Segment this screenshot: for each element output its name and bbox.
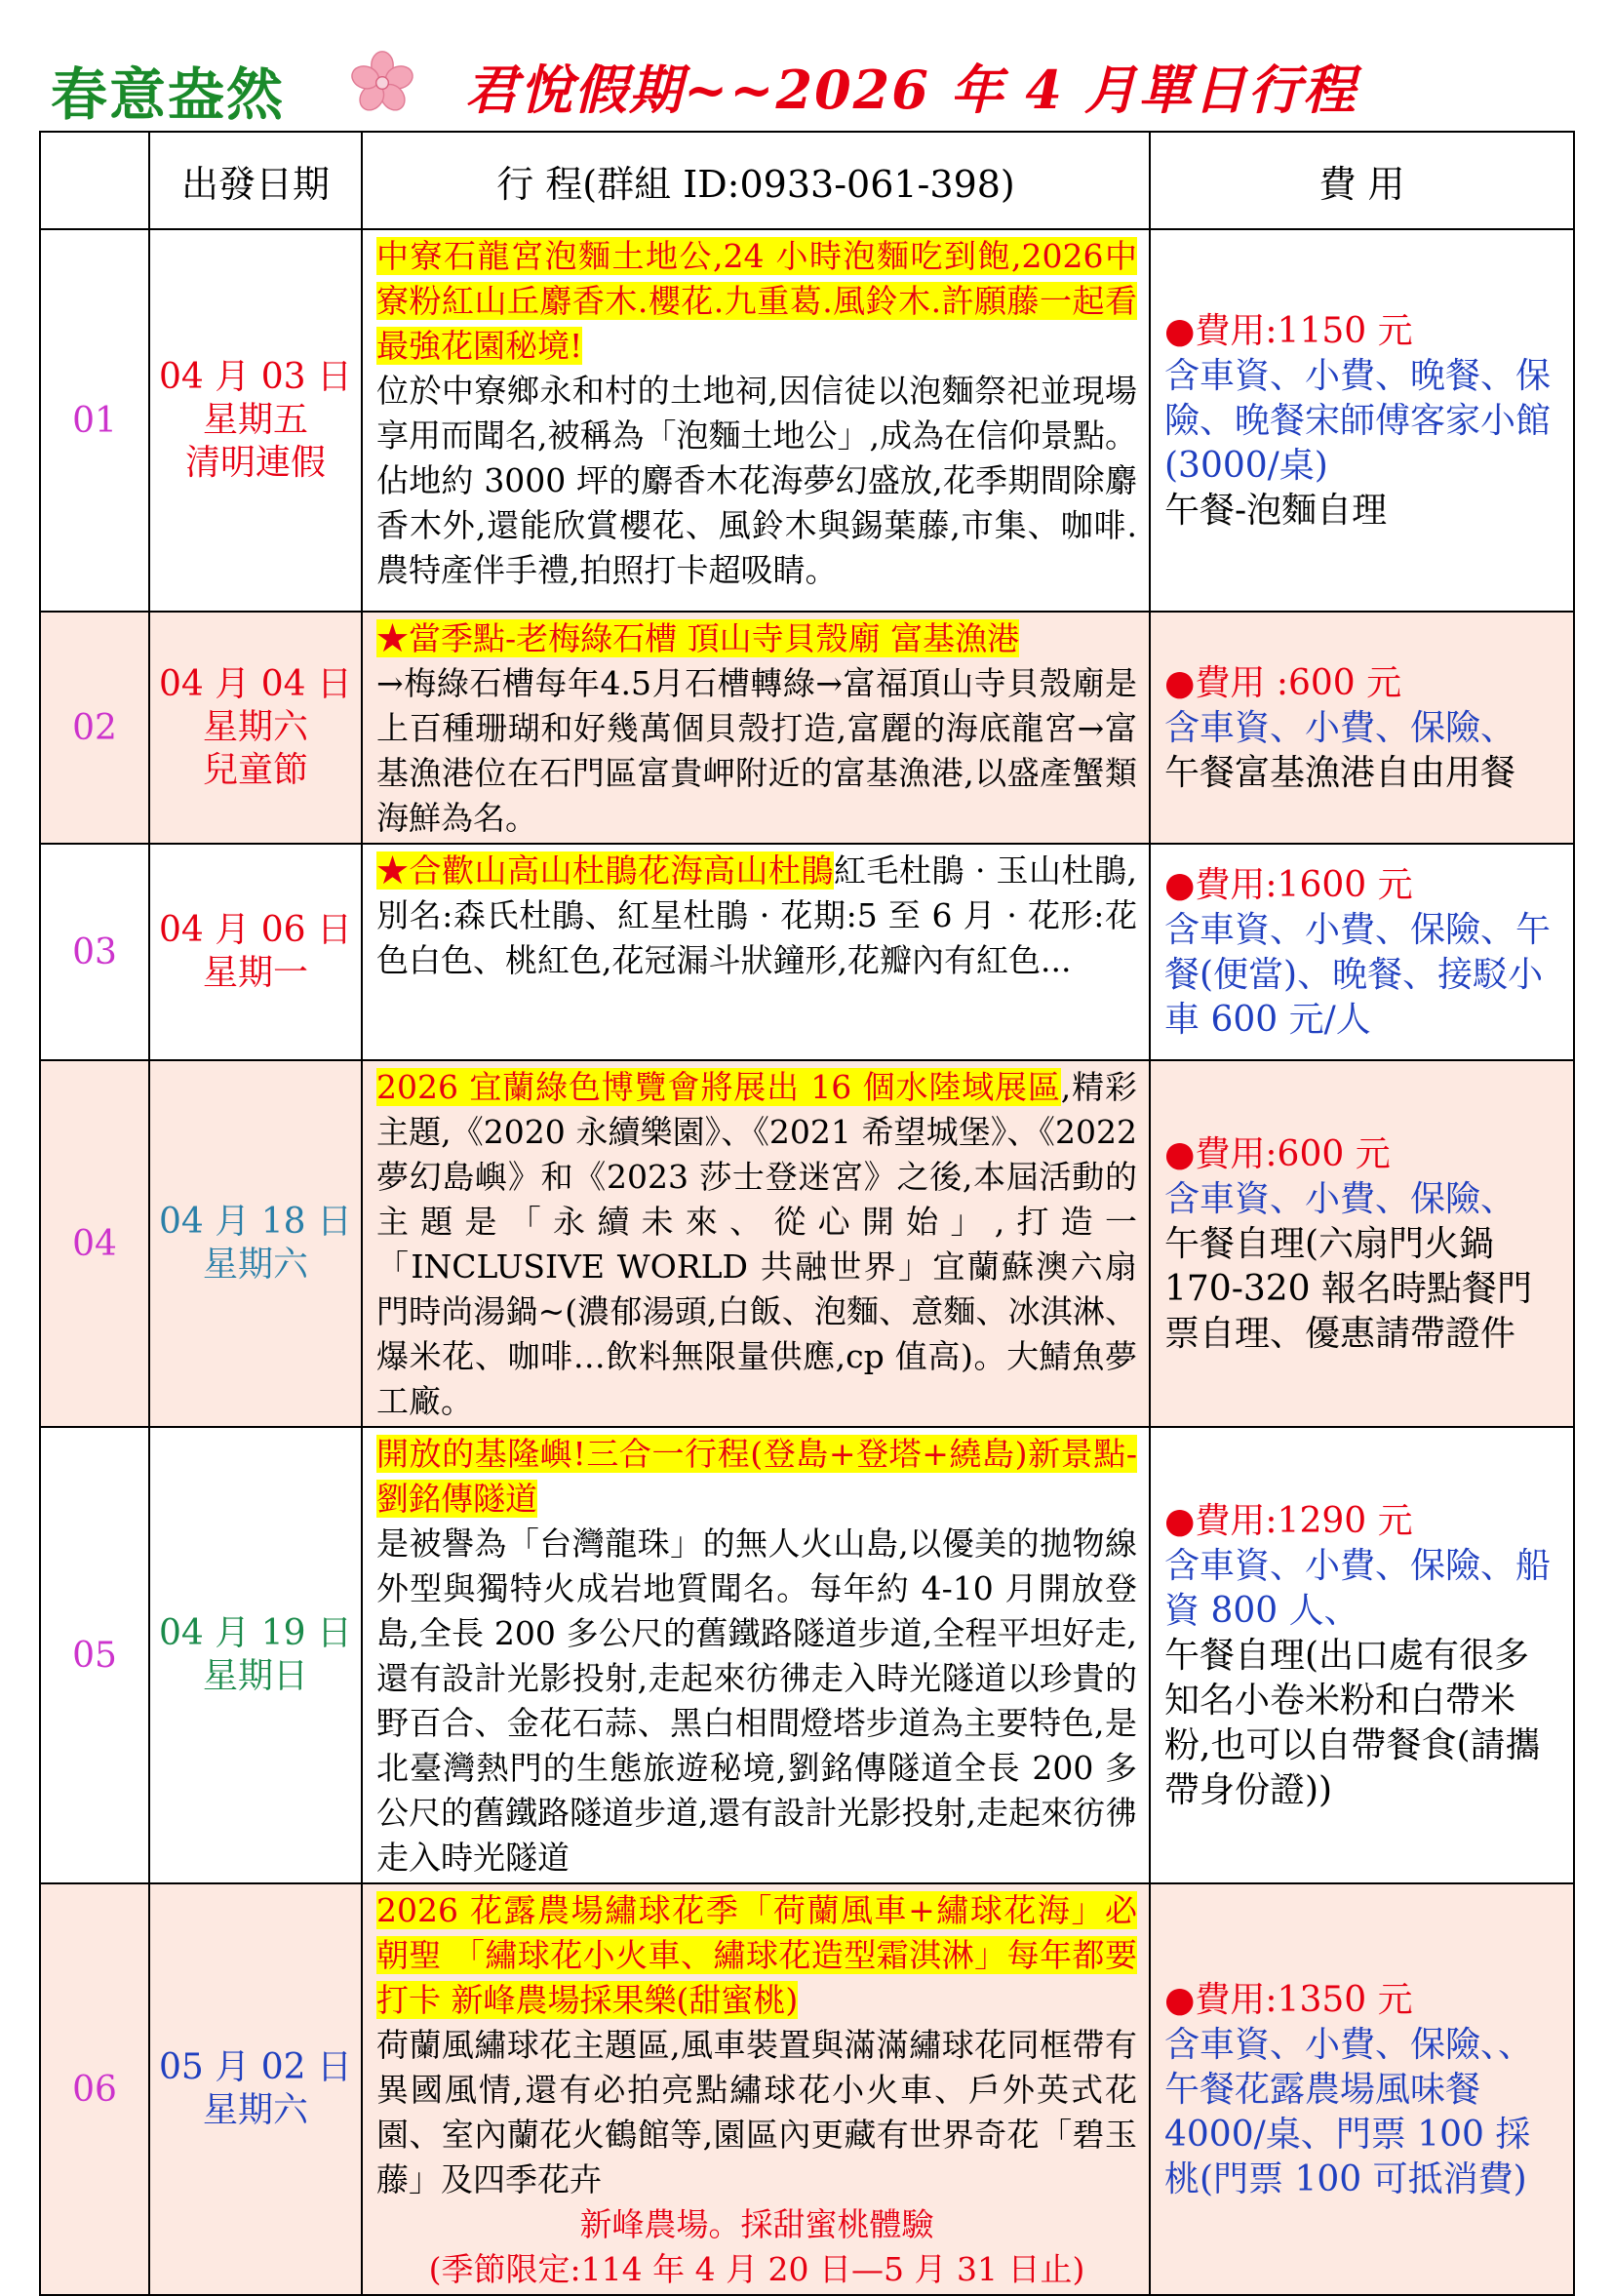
table-row (40, 229, 1574, 612)
bullet-icon: ● (1164, 1134, 1196, 1174)
fee-price: 費用 :600 元 (1195, 663, 1402, 703)
date-weekday: 星期六 (202, 2090, 308, 2130)
fee-price: 費用:1600 元 (1195, 865, 1413, 905)
row-fee (1150, 612, 1574, 844)
row-fee (1150, 1883, 1574, 2295)
date-weekday: 星期六 (202, 707, 308, 747)
row-number: 03 (40, 844, 149, 1060)
title-itinerary: 君悅假期~~2026 年 4 月單日行程 (465, 59, 1357, 121)
fee-includes: 含車資、小費、保險、、午餐花露農場風味餐 4000/桌、門票 100 採桃(門票 100 可抵消費) (1164, 2025, 1534, 2199)
row-body: 荷蘭風繡球花主題區,風車裝置與滿滿繡球花同框帶有異國風情,還有必拍亮點繡球花小火車、戶外英式花園、室內蘭花火鶴館等,園區內更藏有世界奇花「碧玉藤」及四季花卉 (376, 2026, 1137, 2198)
row-highlight: 2026 花露農場繡球花季「荷蘭風車+繡球花海」必朝聖 「繡球花小火車、繡球花造型霜淇淋」每年都要打卡 新峰農場採果樂(甜蜜桃) (376, 1891, 1137, 2019)
date-day: 04 月 06 日 (159, 910, 352, 950)
table-row (40, 844, 1574, 1060)
fee-price: 費用:1350 元 (1195, 1980, 1413, 2020)
header-fee: 費 用 (1150, 132, 1574, 229)
row-body: ,精彩主題,《2020 永續樂園》、《2021 希望城堡》、《2022 夢幻島嶼》和《2023 莎士登迷宮》之後,本屆活動的主題是「永續未來、從心開始」,打造一「INCLUSIVE WORLD 共融世界」宜蘭蘇澳六扇門時尚湯鍋~(濃郁湯頭,白飯、泡麵、意麵、冰淇淋、爆米花、咖啡…飲料無限量供應,cp 值高)。大鯖魚夢工廠。 (376, 1068, 1137, 1420)
table-header-row (40, 132, 1574, 229)
fee-notes: 午餐自理(出口處有很多知名小卷米粉和白帶米粉,也可以自帶餐食(請攜帶身份證)) (1164, 1636, 1541, 1810)
date-weekday: 星期日 (202, 1656, 308, 1696)
row-date (149, 1427, 362, 1883)
date-weekday: 星期六 (202, 1245, 308, 1285)
row-number: 06 (40, 1883, 149, 2295)
date-day: 04 月 19 日 (159, 1613, 352, 1653)
row-description (362, 612, 1150, 844)
itinerary-table (39, 131, 1575, 2296)
table-row (40, 1060, 1574, 1427)
bullet-icon: ● (1164, 663, 1196, 703)
fee-includes: 含車資、小費、保險、船資 800 人、 (1164, 1546, 1552, 1631)
row-number: 02 (40, 612, 149, 844)
bullet-icon: ● (1164, 1501, 1196, 1541)
bullet-icon: ● (1164, 865, 1196, 905)
table-row (40, 1883, 1574, 2295)
header-itinerary: 行 程(群組 ID:0933-061-398) (362, 132, 1150, 229)
row-highlight: ★當季點-老梅綠石槽 頂山寺貝殼廟 富基漁港 (376, 619, 1020, 657)
fee-includes: 含車資、小費、晚餐、保險、晚餐宋師傅客家小館(3000/桌) (1164, 356, 1552, 486)
fee-includes: 含車資、小費、保險、 (1164, 1179, 1516, 1219)
date-holiday: 清明連假 (184, 443, 326, 483)
row-highlight: 2026 宜蘭綠色博覽會將展出 16 個水陸域展區 (376, 1068, 1061, 1106)
row-date (149, 612, 362, 844)
row-extra-season: (季節限定:114 年 4 月 20 日—5 月 31 日止) (428, 2250, 1085, 2288)
row-highlight: 中寮石龍宮泡麵土地公,24 小時泡麵吃到飽,2026中寮粉紅山丘麝香木.櫻花.九重葛.風鈴木.許願藤一起看最強花園秘境! (376, 237, 1137, 365)
date-day: 04 月 18 日 (159, 1202, 352, 1242)
fee-includes: 含車資、小費、保險、午餐(便當)、晚餐、接駁小車 600 元/人 (1164, 910, 1552, 1040)
row-date (149, 229, 362, 612)
row-date (149, 1883, 362, 2295)
fee-notes: 午餐自理(六扇門火鍋 170-320 報名時點餐門票自理、優惠請帶證件 (1164, 1224, 1533, 1354)
row-fee (1150, 1060, 1574, 1427)
row-body: 是被譽為「台灣龍珠」的無人火山島,以優美的拋物線外型與獨特火成岩地質聞名。每年約 4-10 月開放登島,全長 200 多公尺的舊鐵路隧道步道,全程平坦好走,還有設計光影投射,走起來彷彿走入時光隧道以珍貴的野百合、金花石蒜、黑白相間燈塔步道為主要特色,是北臺灣熱門的生態旅遊秘境,劉銘傳隧道全長 200 多公尺的舊鐵路隧道步道,還有設計光影投射,走起來彷彿走入時光隧道 (376, 1524, 1137, 1877)
bullet-icon: ● (1164, 1980, 1196, 2020)
row-highlight: 開放的基隆嶼!三合一行程(登島+登塔+繞島)新景點-劉銘傳隧道 (376, 1435, 1137, 1518)
title-spring: 春意盎然 (51, 61, 286, 128)
date-day: 04 月 04 日 (159, 664, 352, 704)
row-description (362, 844, 1150, 1060)
row-fee (1150, 229, 1574, 612)
row-number: 05 (40, 1427, 149, 1883)
fee-price: 費用:600 元 (1195, 1134, 1391, 1174)
date-weekday: 星期一 (202, 953, 308, 993)
row-body: 位於中寮鄉永和村的土地祠,因信徒以泡麵祭祀並現場享用而聞名,被稱為「泡麵土地公」,成為在信仰景點。佔地約 3000 坪的麝香木花海夢幻盛放,花季期間除麝香木外,還能欣賞櫻花、風鈴木與錫葉藤,市集、咖啡.農特產伴手禮,拍照打卡超吸睛。 (376, 372, 1137, 589)
date-day: 04 月 03 日 (159, 357, 352, 397)
bullet-icon: ● (1164, 311, 1196, 351)
page-header (51, 41, 1572, 134)
row-description (362, 1060, 1150, 1427)
fee-price: 費用:1150 元 (1195, 311, 1413, 351)
row-date (149, 844, 362, 1060)
row-date (149, 1060, 362, 1427)
row-highlight: ★合歡山高山杜鵑花海高山杜鵑 (376, 851, 835, 890)
row-body: →梅綠石槽每年4.5月石槽轉綠→富福頂山寺貝殼廟是上百種珊瑚和好幾萬個貝殼打造,富麗的海底龍宮→富基漁港位在石門區富貴岬附近的富基漁港,以盛產蟹類海鮮為名。 (376, 664, 1137, 837)
header-date: 出發日期 (149, 132, 362, 229)
row-fee (1150, 844, 1574, 1060)
fee-notes: 午餐富基漁港自由用餐 (1164, 753, 1516, 793)
cherry-blossom-icon (348, 49, 416, 117)
date-holiday: 兒童節 (202, 750, 308, 790)
row-body: 紅毛杜鵑 · 玉山杜鵑,別名:森氏杜鵑、紅星杜鵑 · 花期:5 至 6 月 · 花形:花色白色、桃紅色,花冠漏斗狀鐘形,花瓣內有紅色... (376, 851, 1138, 979)
table-row (40, 1427, 1574, 1883)
row-description (362, 1427, 1150, 1883)
fee-price: 費用:1290 元 (1195, 1501, 1413, 1541)
header-num (40, 132, 149, 229)
fee-includes: 含車資、小費、保險、 (1164, 708, 1516, 748)
row-number: 04 (40, 1060, 149, 1427)
date-weekday: 星期五 (202, 400, 308, 440)
table-row (40, 612, 1574, 844)
row-description (362, 229, 1150, 612)
row-extra-farm: 新峰農場。採甜蜜桃體驗 (579, 2205, 934, 2243)
row-number: 01 (40, 229, 149, 612)
fee-notes: 午餐-泡麵自理 (1164, 491, 1388, 531)
row-fee (1150, 1427, 1574, 1883)
date-day: 05 月 02 日 (159, 2047, 352, 2087)
row-description (362, 1883, 1150, 2295)
